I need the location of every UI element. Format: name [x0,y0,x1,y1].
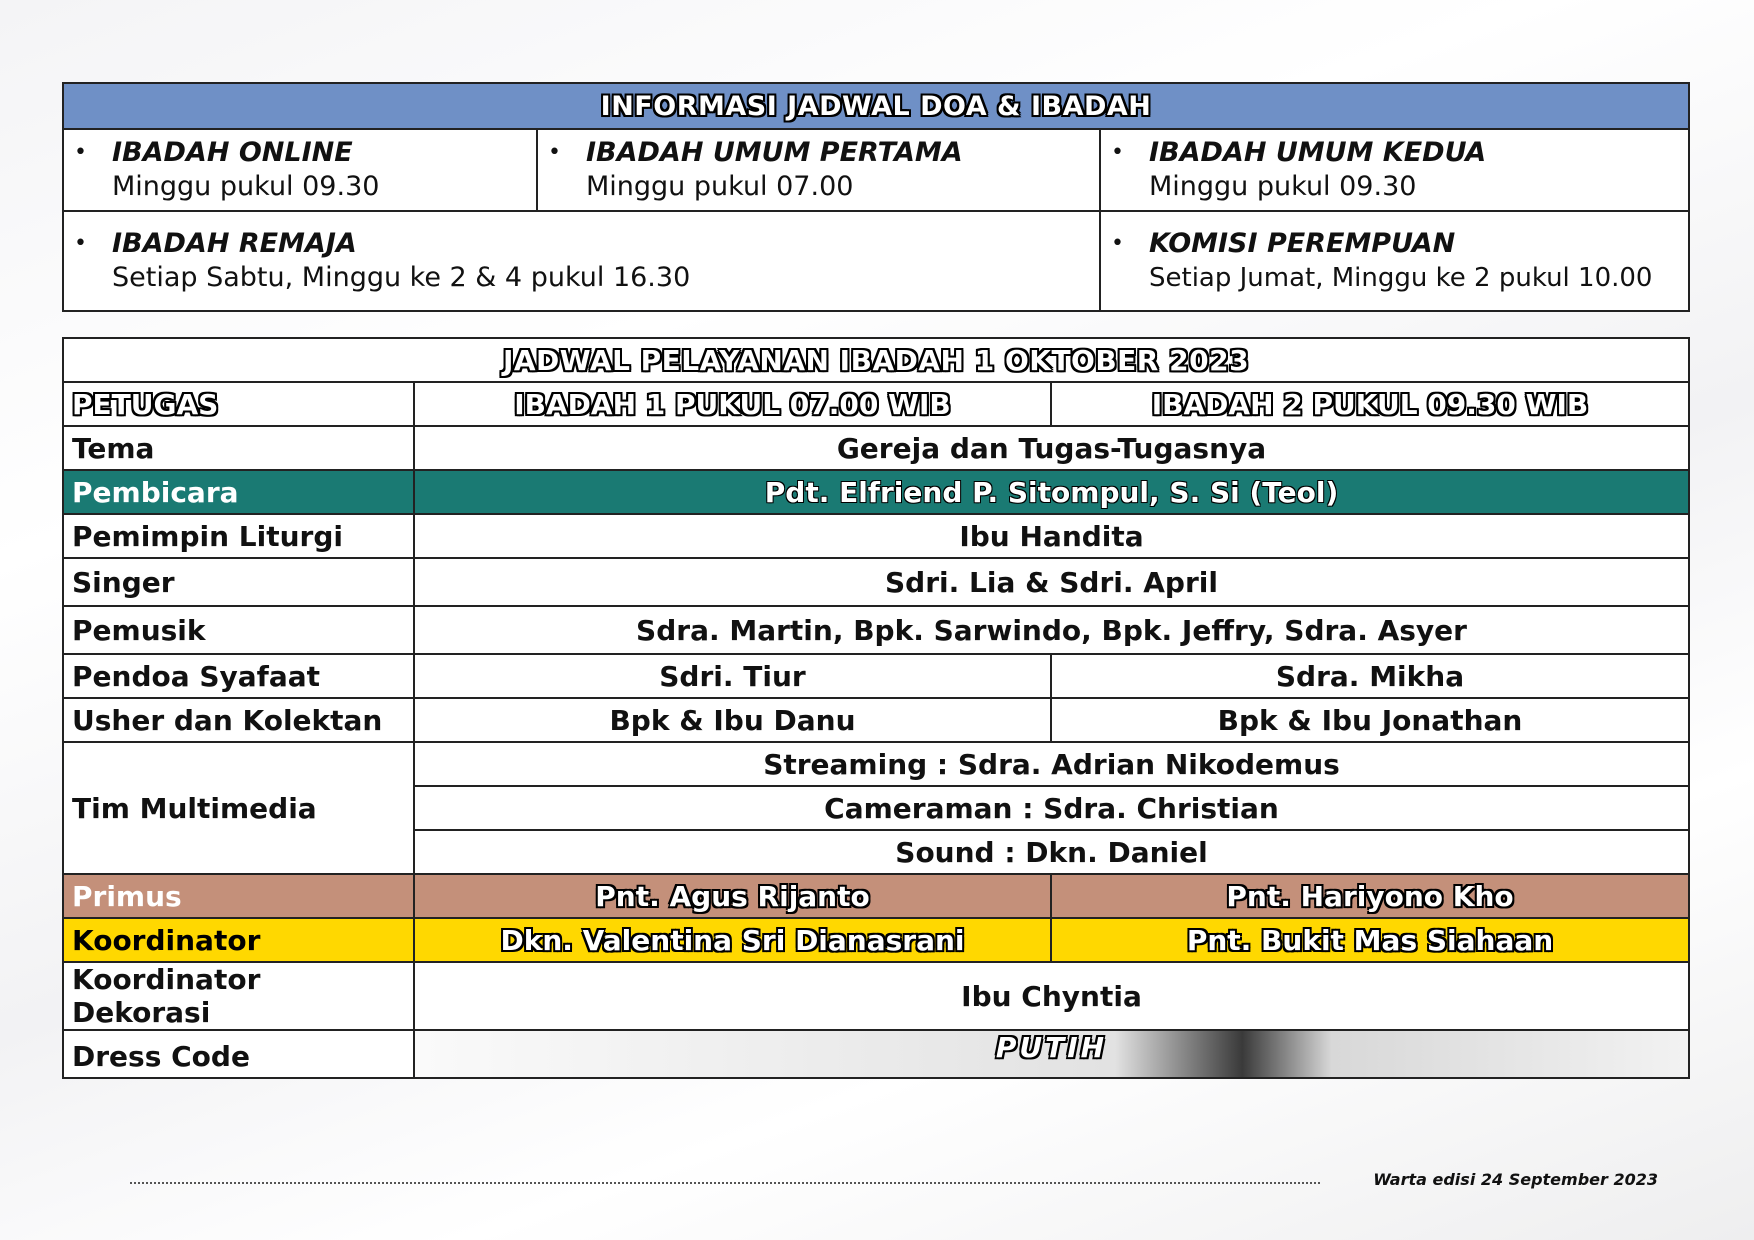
bullet-icon: • [1111,231,1124,256]
multimedia-cameraman: Cameraman : Sdra. Christian [414,786,1689,830]
row-label: Koordinator Dekorasi [63,962,414,1030]
row-pemusik [63,606,1689,654]
column-header-ibadah-2: IBADAH 2 PUKUL 09.30 WIB [1051,382,1689,426]
row-koordinator [63,918,1689,962]
row-value-ibadah-2: Sdra. Mikha [1051,654,1689,698]
row-label: Pemimpin Liturgi [63,514,414,558]
row-label: Primus [63,874,414,918]
row-value: Ibu Handita [414,514,1689,558]
bullet-icon: • [1111,140,1124,165]
bullet-icon: • [548,140,561,165]
row-value-ibadah-2: Pnt. Hariyono Kho [1051,874,1689,918]
info-table [62,82,1690,312]
multimedia-streaming: Streaming : Sdra. Adrian Nikodemus [414,742,1689,786]
column-header-petugas: PETUGAS [63,382,414,426]
dress-code-value: PUTIH [414,1030,1689,1078]
info-title: INFORMASI JADWAL DOA & IBADAH [63,83,1689,129]
row-value: Sdra. Martin, Bpk. Sarwindo, Bpk. Jeffry, Sdra. Asyer [414,606,1689,654]
row-label: Dress Code [63,1030,414,1078]
row-label: Pendoa Syafaat [63,654,414,698]
row-pendoa-syafaat [63,654,1689,698]
row-value-ibadah-1: Bpk & Ibu Danu [414,698,1051,742]
row-multimedia-streaming [63,742,1689,786]
info-item-ibadah-online: • IBADAH ONLINE Minggu pukul 09.30 [63,129,537,211]
multimedia-sound: Sound : Dkn. Daniel [414,830,1689,874]
row-dress-code [63,1030,1689,1078]
row-label: Koordinator [63,918,414,962]
row-tema [63,426,1689,470]
row-value: Ibu Chyntia [414,962,1689,1030]
row-value-ibadah-2: Pnt. Bukit Mas Siahaan [1051,918,1689,962]
row-label: Singer [63,558,414,606]
row-value: Gereja dan Tugas-Tugasnya [414,426,1689,470]
bullet-icon: • [74,140,87,165]
row-value: Sdri. Lia & Sdri. April [414,558,1689,606]
row-label: Tema [63,426,414,470]
row-label: Tim Multimedia [63,742,414,874]
column-header-ibadah-1: IBADAH 1 PUKUL 07.00 WIB [414,382,1051,426]
row-label: Pemusik [63,606,414,654]
row-value-ibadah-2: Bpk & Ibu Jonathan [1051,698,1689,742]
schedule-table [62,337,1690,1079]
row-value-ibadah-1: Pnt. Agus Rijanto [414,874,1051,918]
row-singer [63,558,1689,606]
schedule-title: JADWAL PELAYANAN IBADAH 1 OKTOBER 2023 [63,338,1689,382]
row-koordinator-dekorasi [63,962,1689,1030]
footer-edition-text: Warta edisi 24 September 2023 [1373,1170,1658,1189]
row-pemimpin-liturgi [63,514,1689,558]
info-item-ibadah-remaja: • IBADAH REMAJA Setiap Sabtu, Minggu ke 2 & 4 pukul 16.30 [63,211,1100,311]
footer-dotted-line [130,1182,1320,1184]
row-value-ibadah-1: Dkn. Valentina Sri Dianasrani [414,918,1051,962]
row-label: Usher dan Kolektan [63,698,414,742]
row-label: Pembicara [63,470,414,514]
row-value-ibadah-1: Sdri. Tiur [414,654,1051,698]
bullet-icon: • [74,231,87,256]
info-item-ibadah-umum-pertama: • IBADAH UMUM PERTAMA Minggu pukul 07.00 [537,129,1100,211]
info-item-komisi-perempuan: • KOMISI PEREMPUAN Setiap Jumat, Minggu ke 2 pukul 10.00 [1100,211,1689,311]
row-pembicara [63,470,1689,514]
row-usher-kolektan [63,698,1689,742]
info-item-ibadah-umum-kedua: • IBADAH UMUM KEDUA Minggu pukul 09.30 [1100,129,1689,211]
row-primus [63,874,1689,918]
row-value: Pdt. Elfriend P. Sitompul, S. Si (Teol) [414,470,1689,514]
